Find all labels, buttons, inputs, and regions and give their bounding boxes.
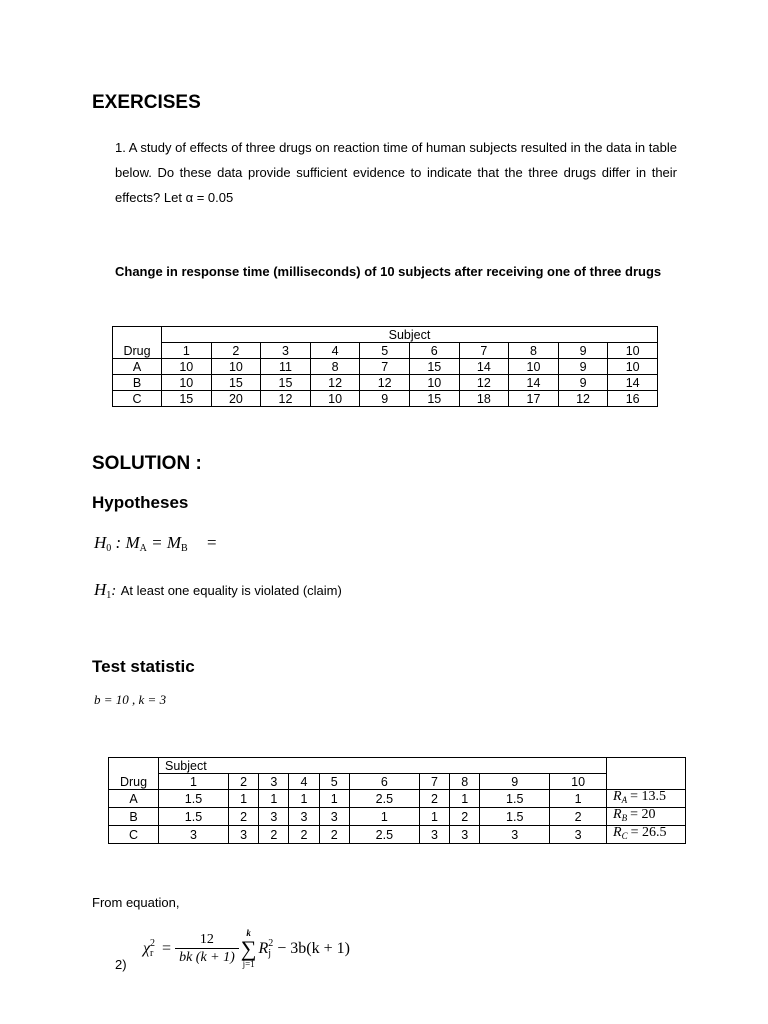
table1-cell: 10 [608, 359, 658, 375]
table1-cell: 10 [310, 391, 360, 407]
rj-sub: j [268, 948, 272, 959]
solution-heading: SOLUTION : [92, 453, 202, 474]
rank-sum-sub: B [621, 813, 628, 823]
table2-column-header: 2 [228, 774, 258, 790]
h1-colon: : [111, 583, 117, 599]
hypotheses-heading: Hypotheses [92, 493, 189, 512]
table1-cell: 9 [558, 359, 608, 375]
table1-cell: 10 [162, 359, 212, 375]
table1-cell: 15 [211, 375, 261, 391]
rank-sum-value: = 20 [630, 807, 656, 822]
table1-cell: 9 [558, 375, 608, 391]
table2-cell: 2 [228, 808, 258, 826]
h0-line [94, 533, 217, 554]
table2-cell: 2.5 [349, 826, 419, 844]
h1-sub: 1 [106, 590, 112, 601]
table2-column-header: 8 [450, 774, 480, 790]
table2-column-header: 1 [159, 774, 229, 790]
rank-sum-symbol: R [613, 807, 622, 822]
sum-bottom: j=1 [242, 959, 255, 969]
table2-cell: 3 [289, 808, 319, 826]
table1-cell: 15 [409, 391, 459, 407]
table2-cell: 1.5 [480, 808, 550, 826]
table2-rank-header [607, 758, 686, 790]
table1-row [113, 359, 658, 375]
table2-cell: 1 [289, 790, 319, 808]
table2-cell: 2 [259, 826, 289, 844]
table2-drug-cell: B [109, 808, 159, 826]
table1-cell: 20 [211, 391, 261, 407]
rank-sum-value: = 26.5 [630, 825, 667, 840]
table1-cell: 10 [162, 375, 212, 391]
h0-sub: 0 [106, 543, 112, 554]
table2-cell: 1.5 [159, 790, 229, 808]
h1-text: At least one equality is violated (claim) [120, 583, 342, 598]
table2-drug-header: Drug [109, 758, 159, 790]
rank-sum-value: = 13.5 [630, 789, 666, 804]
rank-sum-sub: C [621, 831, 628, 841]
table1-column-header: 10 [608, 343, 658, 359]
table2-cell: 1 [349, 808, 419, 826]
h1-symbol: H [94, 580, 107, 599]
table1-cell: 14 [608, 375, 658, 391]
table1-column-header: 6 [409, 343, 459, 359]
table2-drug-cell: C [109, 826, 159, 844]
table1 [112, 326, 658, 407]
equation-intro: From equation, [92, 895, 180, 910]
h1-line [94, 580, 342, 601]
table2-cell: 2 [419, 790, 449, 808]
table2-cell: 3 [228, 826, 258, 844]
table1-cell: 12 [459, 375, 509, 391]
table2 [108, 757, 686, 844]
table2-cell: 3 [259, 808, 289, 826]
table1-row [113, 375, 658, 391]
table2-column-header: 9 [480, 774, 550, 790]
h0-sub-b: B [180, 543, 188, 554]
table1-cell: 9 [360, 391, 410, 407]
table1-cell: 12 [558, 391, 608, 407]
rank-sum-cell [607, 808, 686, 826]
table2-column-header: 4 [289, 774, 319, 790]
table1-drug-header: Drug [113, 327, 162, 359]
question-text: 1. A study of effects of three drugs on reaction time of human subjects resulted in the data in table below. Do these data provide sufficient evidence to indicate that the three drugs differ in their effects? Let α = 0.05 [115, 140, 677, 205]
table1-column-header: 9 [558, 343, 608, 359]
summation [241, 928, 257, 970]
fraction [175, 932, 239, 966]
table2-cell: 2 [289, 826, 319, 844]
table2-cell: 1 [319, 790, 349, 808]
table2-column-header: 7 [419, 774, 449, 790]
table2-row [109, 790, 686, 808]
table2-row [109, 808, 686, 826]
table2-cell: 1 [228, 790, 258, 808]
table1-cell: 14 [509, 375, 559, 391]
table1-row [113, 391, 658, 407]
table1-cell: 12 [310, 375, 360, 391]
table2-column-header: 3 [259, 774, 289, 790]
table2-cell: 1 [550, 790, 607, 808]
chi-symbol: χ [143, 940, 151, 957]
table1-column-header: 8 [509, 343, 559, 359]
table2-cell: 1 [450, 790, 480, 808]
h0-text: : M [115, 533, 140, 552]
sum-symbol: ∑ [240, 936, 257, 961]
table2-cell: 2.5 [349, 790, 419, 808]
table1-cell: 14 [459, 359, 509, 375]
chi-sub: r [150, 948, 154, 959]
table2-column-header: 5 [319, 774, 349, 790]
table2-subject-header: Subject [159, 758, 607, 774]
table1-drug-cell: B [113, 375, 162, 391]
fraction-denominator: bk (k + 1) [175, 948, 239, 966]
table2-cell: 1.5 [480, 790, 550, 808]
table2-column-header: 10 [550, 774, 607, 790]
rank-sum-cell [607, 826, 686, 844]
table1-cell: 7 [360, 359, 410, 375]
table1-drug-cell: A [113, 359, 162, 375]
table1-cell: 12 [261, 391, 311, 407]
table2-cell: 1 [419, 808, 449, 826]
table2-cell: 3 [159, 826, 229, 844]
table1-cell: 12 [360, 375, 410, 391]
h0-symbol: H [94, 533, 107, 552]
table1-cell: 11 [261, 359, 311, 375]
test-statistic-heading: Test statistic [92, 657, 195, 676]
table1-subject-header: Subject [162, 327, 658, 343]
rank-sum-symbol: R [613, 825, 622, 840]
table2-cell: 3 [550, 826, 607, 844]
table2-cell: 2 [319, 826, 349, 844]
chi-sup: 2 [150, 938, 156, 949]
table1-cell: 18 [459, 391, 509, 407]
rank-sum-symbol: R [613, 789, 622, 804]
table1-column-header: 1 [162, 343, 212, 359]
table1-cell: 17 [509, 391, 559, 407]
friedman-equation [143, 924, 350, 974]
table1-cell: 15 [261, 375, 311, 391]
h0-eq2: = [205, 533, 218, 552]
table1-cell: 8 [310, 359, 360, 375]
params-line: b = 10 , k = 3 [94, 692, 167, 707]
rj-symbol: R [258, 940, 269, 957]
equation-label: 2) [115, 957, 127, 972]
table1-column-header: 2 [211, 343, 261, 359]
table2-cell: 3 [450, 826, 480, 844]
table1-drug-cell: C [113, 391, 162, 407]
sum-top: k [246, 928, 251, 938]
table1-column-header: 7 [459, 343, 509, 359]
table2-cell: 1 [259, 790, 289, 808]
table2-drug-cell: A [109, 790, 159, 808]
table1-cell: 10 [509, 359, 559, 375]
rj-sup: 2 [268, 938, 274, 949]
fraction-numerator: 12 [199, 932, 214, 947]
table1-cell: 15 [409, 359, 459, 375]
table2-cell: 3 [480, 826, 550, 844]
exercises-heading: EXERCISES [92, 92, 201, 113]
table1-column-header: 5 [360, 343, 410, 359]
table2-cell: 3 [319, 808, 349, 826]
table2-cell: 3 [419, 826, 449, 844]
table1-cell: 15 [162, 391, 212, 407]
h0-eq1: = M [151, 533, 181, 552]
table1-cell: 10 [409, 375, 459, 391]
table1-cell: 10 [211, 359, 261, 375]
table1-column-header: 3 [261, 343, 311, 359]
h0-sub-a: A [139, 543, 147, 554]
equation-tail: − 3b(k + 1) [277, 940, 350, 957]
table1-caption: Change in response time (milliseconds) of 10 subjects after receiving one of three drugs [115, 264, 662, 279]
table2-cell: 1.5 [159, 808, 229, 826]
rank-sum-sub: A [621, 795, 628, 805]
table2-column-header: 6 [349, 774, 419, 790]
equation-equals: = [162, 940, 172, 957]
table2-cell: 2 [450, 808, 480, 826]
table2-row [109, 826, 686, 844]
table1-column-header: 4 [310, 343, 360, 359]
table1-cell: 16 [608, 391, 658, 407]
rank-sum-cell [607, 790, 686, 808]
table2-cell: 2 [550, 808, 607, 826]
